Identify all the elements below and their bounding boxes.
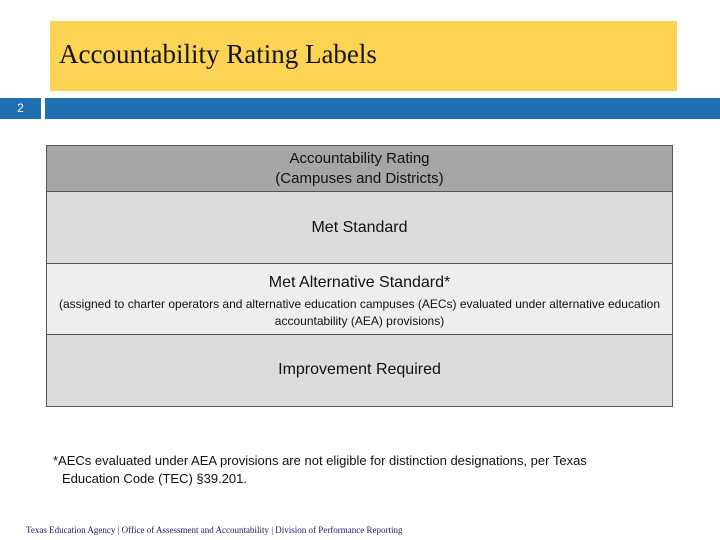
table-header: [47, 146, 672, 192]
table-header-line2: (Campuses and Districts): [275, 170, 444, 187]
footnote-line2: Education Code (TEC) §39.201.: [62, 471, 247, 486]
rating-label: Met Standard: [311, 219, 408, 236]
rating-note: (assigned to charter operators and alternative education campuses (AECs) evaluated under alternative education accountability (AEA) provisions): [58, 297, 661, 328]
table-header-line1: Accountability Rating: [289, 150, 430, 167]
accent-bar: [45, 98, 720, 119]
table-row-met-alternative-standard: [47, 264, 672, 335]
rating-label: Met Alternative Standard*: [268, 274, 451, 291]
footer-text: Texas Education Agency | Office of Assessment and Accountability | Division of Performance Reporting: [26, 525, 403, 535]
table-row-improvement-required: [47, 335, 672, 406]
title-banner: [50, 21, 677, 91]
rating-label: Improvement Required: [278, 361, 441, 378]
footnote: [53, 452, 633, 488]
page-number: 2: [0, 98, 41, 119]
slide-title: Accountability Rating Labels: [59, 39, 377, 69]
table-row-met-standard: [47, 192, 672, 264]
footnote-line1: *AECs evaluated under AEA provisions are not eligible for distinction designations, per Texas: [53, 453, 587, 468]
rating-table: [46, 145, 673, 407]
